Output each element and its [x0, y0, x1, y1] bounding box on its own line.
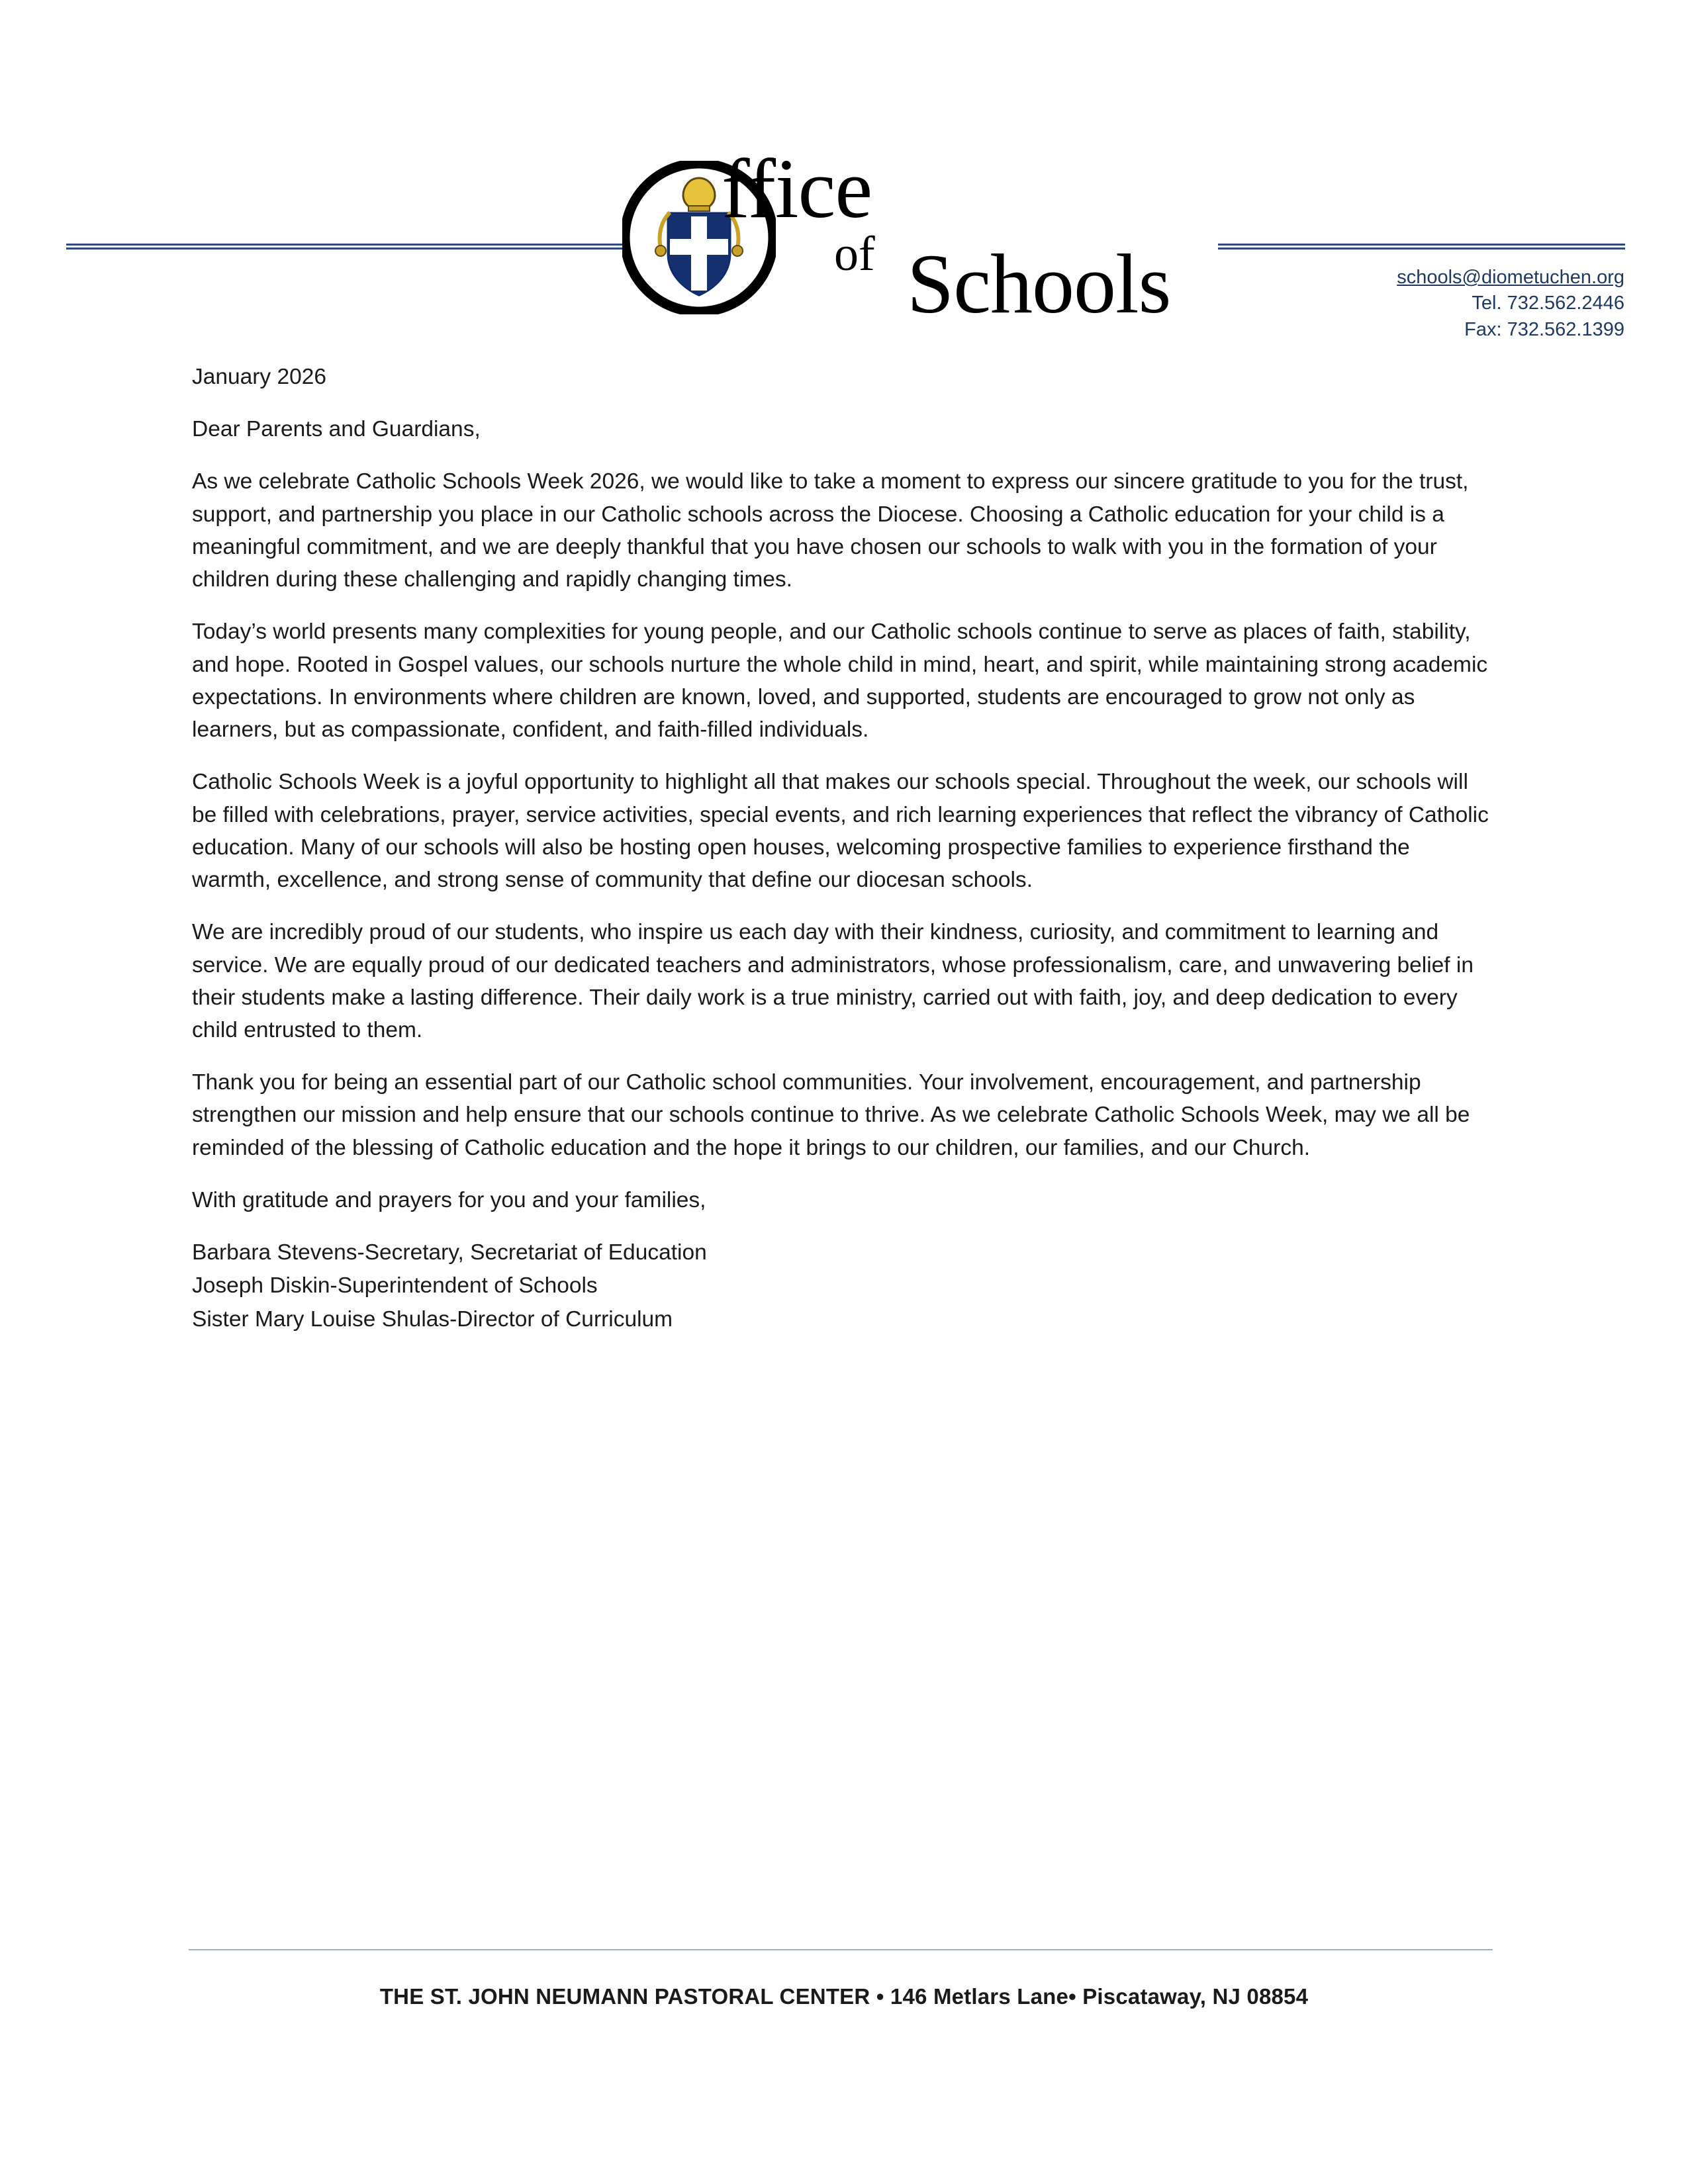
contact-block	[1397, 265, 1624, 343]
letter-paragraph-1: As we celebrate Catholic Schools Week 2026, we would like to take a moment to express our sincere gratitude to you for the trust, support, and partnership you place in our Catholic schools across the Diocese. Choosing a Catholic education for your child is a meaningful commitment, and we are deeply thankful that you have chosen our schools to walk with you in the formation of your children during these challenging and rapidly changing times.	[192, 469, 1469, 592]
letter-paragraph-5: Thank you for being an essential part of our Catholic school communities. Your involvement, encouragement, and partnership strengthen our mission and help ensure that our schools continue to thrive. As we celebrate Catholic Schools Week, may we all be reminded of the blessing of Catholic education and the hope it brings to our children, our families, and our Church.	[192, 1070, 1470, 1160]
contact-email[interactable]	[1397, 265, 1624, 291]
letterhead	[0, 0, 1688, 371]
signer-2: Joseph Diskin-Superintendent of Schools	[192, 1273, 598, 1298]
letter-body	[192, 361, 1489, 1336]
letter-closing: With gratitude and prayers for you and your families,	[192, 1187, 706, 1212]
office-of-schools-logo	[622, 142, 1231, 361]
letter-paragraph-4: We are incredibly proud of our students, who inspire us each day with their kindness, curiosity, and commitment to learning and service. We are equally proud of our dedicated teachers and administrators, whose professionalism, care, and unwavering belief in their students make a lasting difference. Their daily work is a true ministry, carried out with faith, joy, and deep dedication to every child entrusted to them.	[192, 920, 1474, 1042]
signer-1: Barbara Stevens-Secretary, Secretariat of Education	[192, 1240, 707, 1265]
header-rule-left	[66, 244, 649, 250]
header-rule-right	[1218, 244, 1625, 250]
contact-email-link[interactable]: schools@diometuchen.org	[1397, 267, 1624, 288]
contact-fax: Fax: 732.562.1399	[1464, 318, 1624, 340]
contact-telephone: Tel. 732.562.2446	[1472, 293, 1624, 314]
letter-paragraph-3: Catholic Schools Week is a joyful opportunity to highlight all that makes our schools special. Throughout the week, our schools will be filled with celebrations, prayer, service activities, special events, and rich learning experiences that reflect the vibrancy of Catholic education. Many of our schools will also be hosting open houses, welcoming prospective families to experience firsthand the warmth, excellence, and strong sense of community that define our diocesan schools.	[192, 770, 1489, 893]
letter-salutation: Dear Parents and Guardians,	[192, 417, 481, 442]
logo-word-of: of	[834, 227, 875, 281]
footer-rule	[189, 1949, 1493, 1950]
logo-word-office: ffice	[722, 142, 872, 236]
letter-paragraph-2: Today’s world presents many complexities for young people, and our Catholic schools continue to serve as places of faith, stability, and hope. Rooted in Gospel values, our schools nurture the whole child in mind, heart, and spirit, while maintaining strong academic expectations. In environments where children are known, loved, and supported, students are encouraged to grow not only as learners, but as compassionate, confident, and faith-filled individuals.	[192, 619, 1488, 743]
signature-block	[192, 1236, 1489, 1336]
footer-address: THE ST. JOHN NEUMANN PASTORAL CENTER • 146 Metlars Lane• Piscataway, NJ 08854	[379, 1984, 1309, 2009]
signer-3: Sister Mary Louise Shulas-Director of Curriculum	[192, 1306, 673, 1332]
letter-date: January 2026	[192, 365, 327, 389]
logo-word-schools: Schools	[907, 237, 1171, 331]
